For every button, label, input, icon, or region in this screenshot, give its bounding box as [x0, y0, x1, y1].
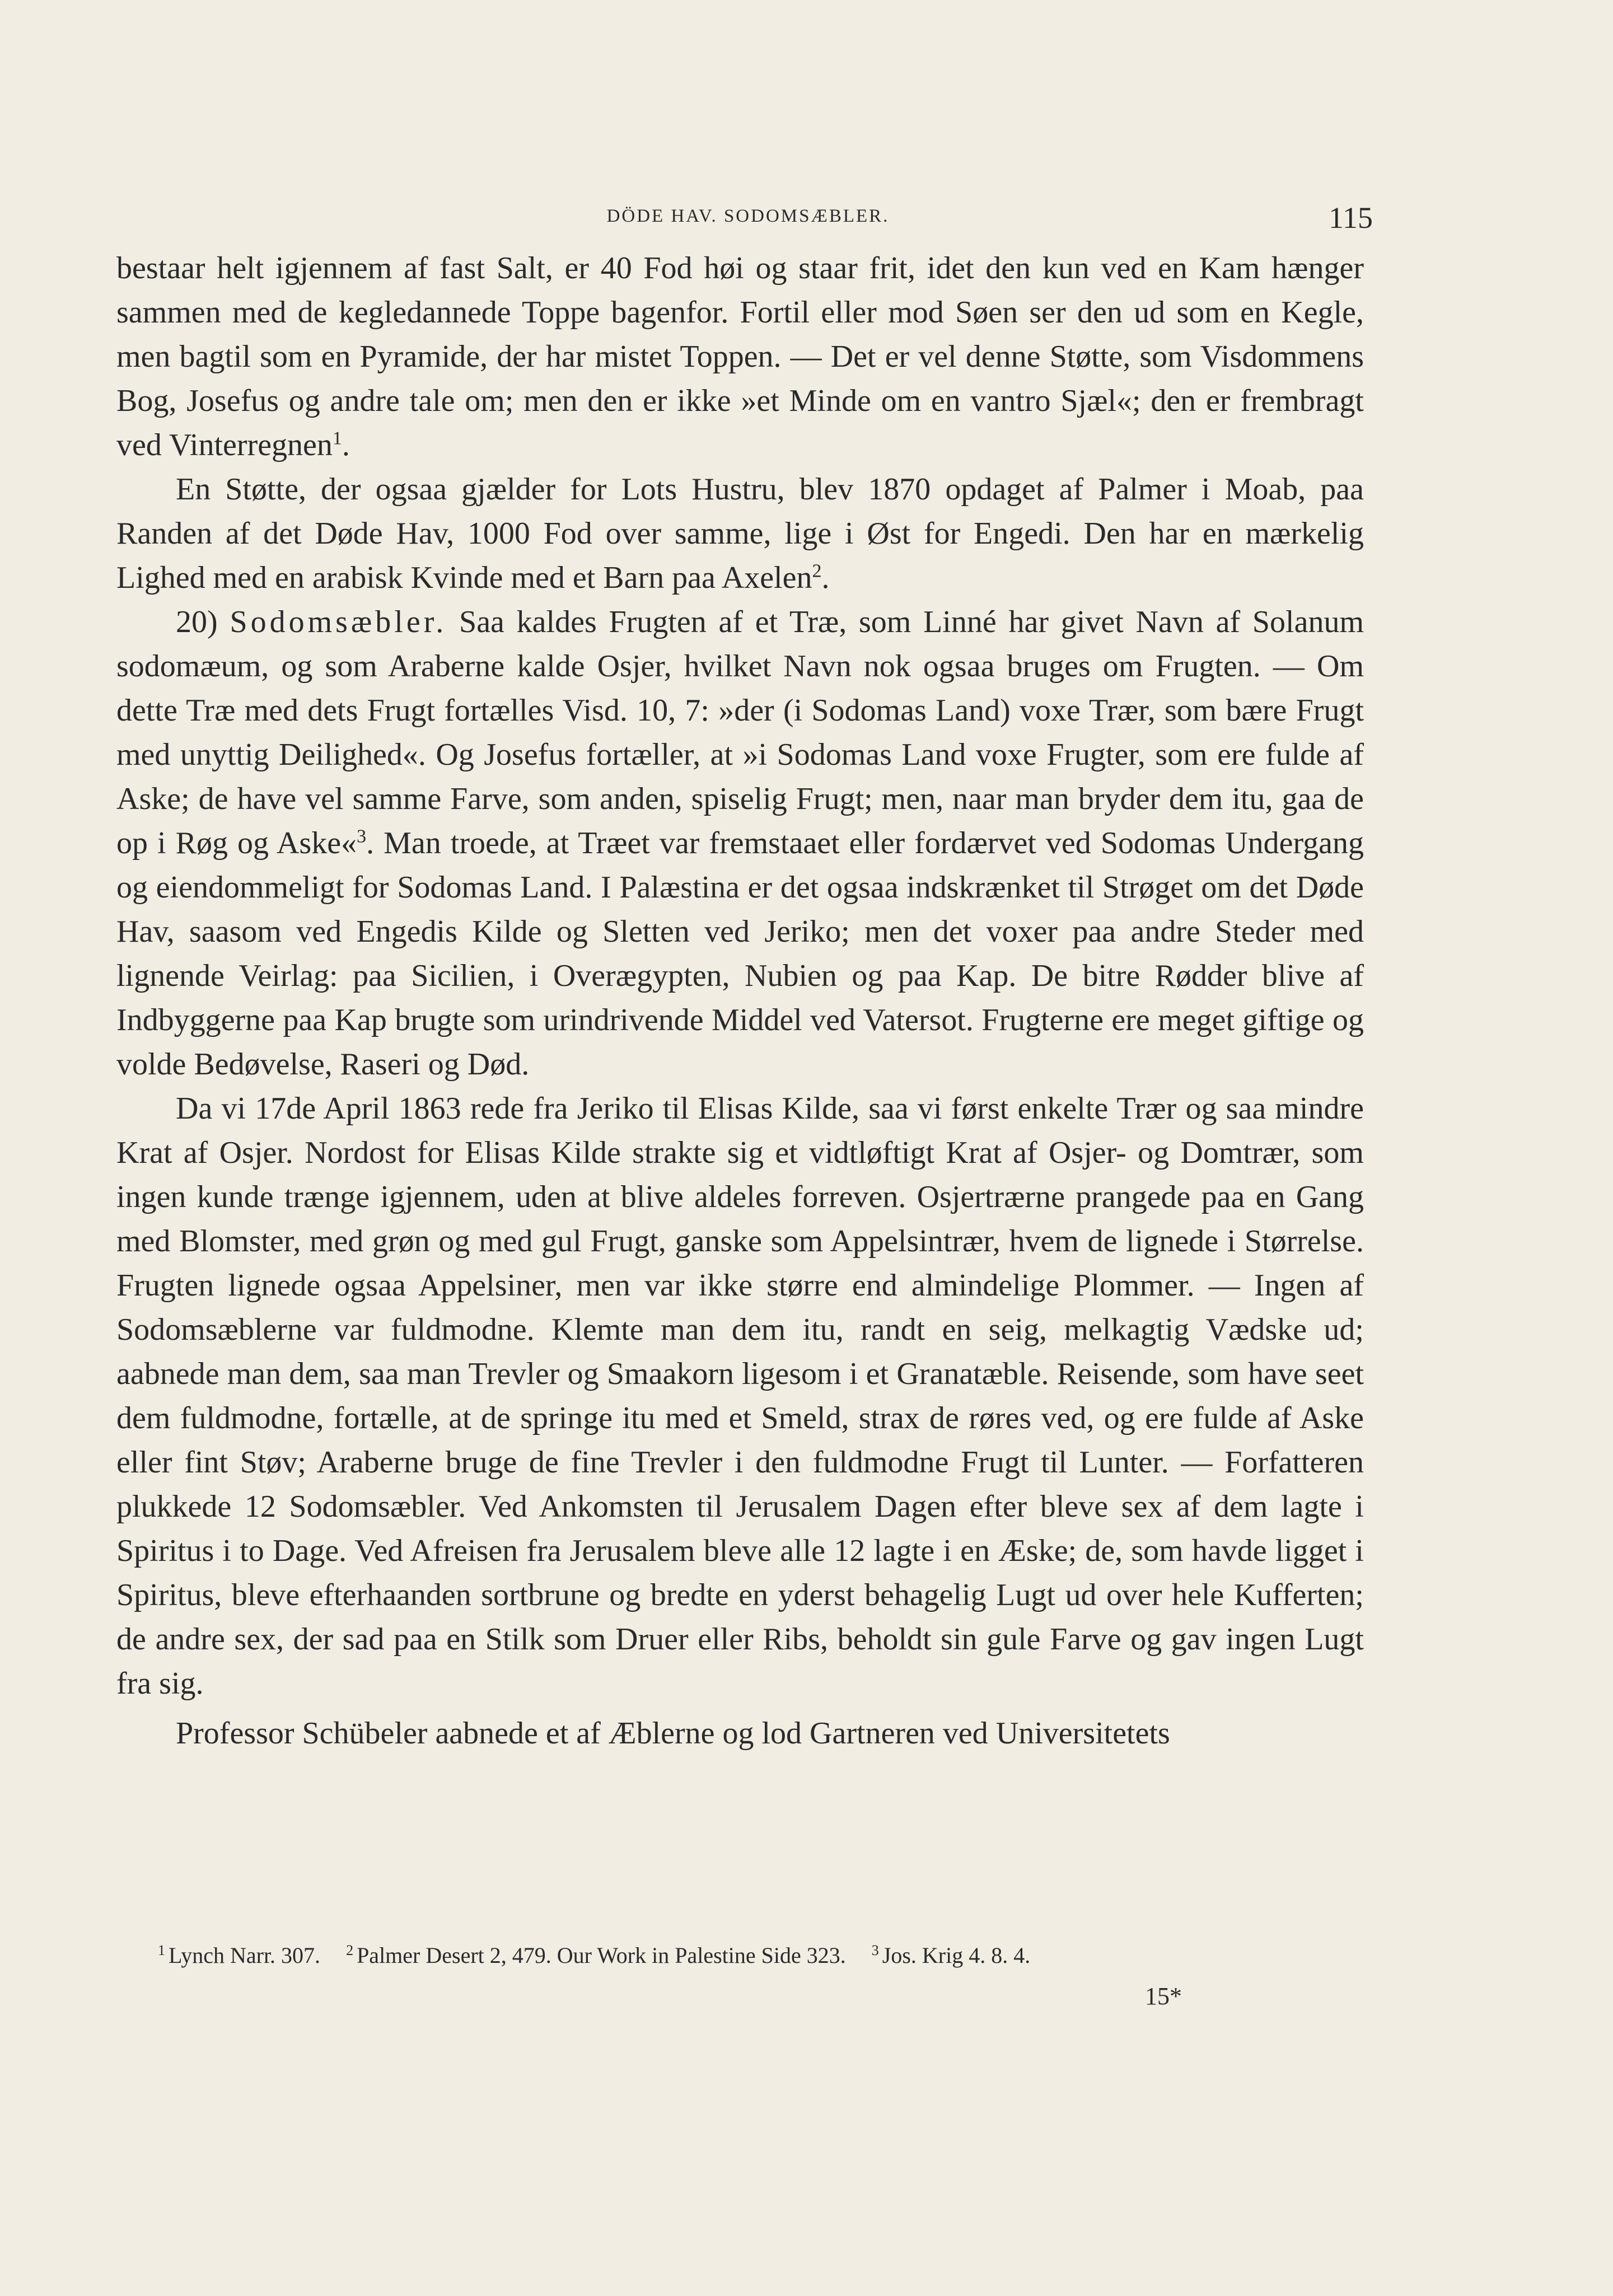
paragraph-3: 20) Sodomsæbler. Saa kaldes Frugten af et Træ, som Linné har givet Navn af Solanum sodomæum, og som Araberne kalde Osjer, hvilket Navn nok ogsaa bruges om Frugten. — Om dette Træ med dets Frugt fortælles Visd. 10, 7: »der (i Sodomas Land) voxe Trær, som bære Frugt med unyttig Deilighed«. Og Josefus fortæller, at »i Sodomas Land voxe Frugter, som ere fulde af Aske; de have vel samme Farve, som anden, spiselig Frugt; men, naar man bryder dem itu, gaa de op i Røg og Aske«$^3$. Man troede, at Træet var fremstaaet eller fordærvet ved Sodomas Undergang og eiendommeligt for Sodomas Land. I Palæstina er det ogsaa indskrænket til Strøget om det Døde Hav, saasom ved Engedis Kilde og Sletten ved Jeriko; men det voxer paa andre Steder med lignende Veirlag: paa Sicilien, i Overægypten, Nubien og paa Kap. De bitre Rødder blive af Indbyggerne paa Kap brugte som urindrivende Middel ved Vatersot. Frugterne ere meget giftige og volde Bedøvelse, Raseri og Død. — [116, 605, 1364, 1082]
section-number: 20) — [176, 605, 218, 639]
footnotes — [158, 1942, 1362, 1970]
footnote-2: $^2$ Palmer Desert 2, 479. Our Work in Palestine Side 323. — [346, 1942, 846, 1968]
footnote-ref-3: 3 — [357, 826, 367, 847]
footnote-1: $^1$ Lynch Narr. 307. — [158, 1942, 321, 1968]
footnote-3: $^3$ Jos. Krig 4. 8. 4. — [871, 1942, 1031, 1968]
footnote-ref-2: 2 — [812, 560, 822, 582]
paragraph-4: Da vi 17de April 1863 rede fra Jeriko til Elisas Kilde, saa vi først enkelte Trær og saa mindre Krat af Osjer. Nordost for Elisas Kilde strakte sig et vidtløftigt Krat af Osjer- og Domtrær, som ingen kunde trænge igjennem, uden at blive aldeles forreven. Osjertrærne prangede paa en Gang med Blomster, med grøn og med gul Frugt, ganske som Appelsintrær, hvem de lignede i Størrelse. Frugten lignede ogsaa Appelsiner, men var ikke større end almindelige Plommer. — Ingen af Sodomsæblerne var fuldmodne. Klemte man dem itu, randt en seig, melkagtig Vædske ud; aabnede man dem, saa man Trevler og Smaakorn ligesom i et Granatæble. Reisende, som have seet dem fuldmodne, fortælle, at de springe itu med et Smeld, strax de røres ved, og ere fulde af Aske eller fint Støv; Araberne bruge de fine Trevler i den fuldmodne Frugt til Lunter. — Forfatteren plukkede 12 Sodomsæbler. Ved Ankomsten til Jerusalem Dagen efter bleve sex af dem lagte i Spiritus i to Dage. Ved Afreisen fra Jerusalem bleve alle 12 lagte i en Æske; de, som havde ligget i Spiritus, bleve efterhaanden sortbrune og bredte en yderst behagelig Lugt ud over hele Kufferten; de andre sex, der sad paa en Stilk som Druer eller Ribs, beholdt sin gule Farve og gav ingen Lugt fra sig. — [116, 1091, 1364, 1701]
page-number: 115 — [1329, 201, 1373, 235]
paragraph-2: En Støtte, der ogsaa gjælder for Lots Hustru, blev 1870 opdaget af Palmer i Moab, paa Randen af det Døde Hav, 1000 Fod over samme, lige i Øst for Engedi. Den har en mærkelig Lighed med en arabisk Kvinde med et Barn paa Axelen$^2$. — [116, 472, 1364, 595]
page-header — [132, 200, 1373, 245]
body-text — [116, 246, 1364, 1756]
paragraph-1: bestaar helt igjennem af fast Salt, er 40 Fod høi og staar frit, idet den kun ved en Kam hænger sammen med de kegledannede Toppe bagenfor. Fortil eller mod Søen ser den ud som en Kegle, men bagtil som en Pyramide, der har mistet Toppen. — Det er vel denne Støtte, som Visdommens Bog, Josefus og andre tale om; men den er ikke »et Minde om en vantro Sjæl«; den er frembragt ved Vinterregnen$^1$. — [116, 251, 1364, 462]
signature-mark: 15* — [1145, 1982, 1182, 2010]
running-head: DÖDE HAV. SODOMSÆBLER. — [606, 206, 890, 226]
footnote-ref-1: 1 — [332, 428, 342, 449]
paragraph-5: Professor Schübeler aabnede et af Æblerne og lod Gartneren ved Universitetets — [176, 1716, 1170, 1751]
section-heading: Sodomsæbler. — [230, 605, 447, 639]
